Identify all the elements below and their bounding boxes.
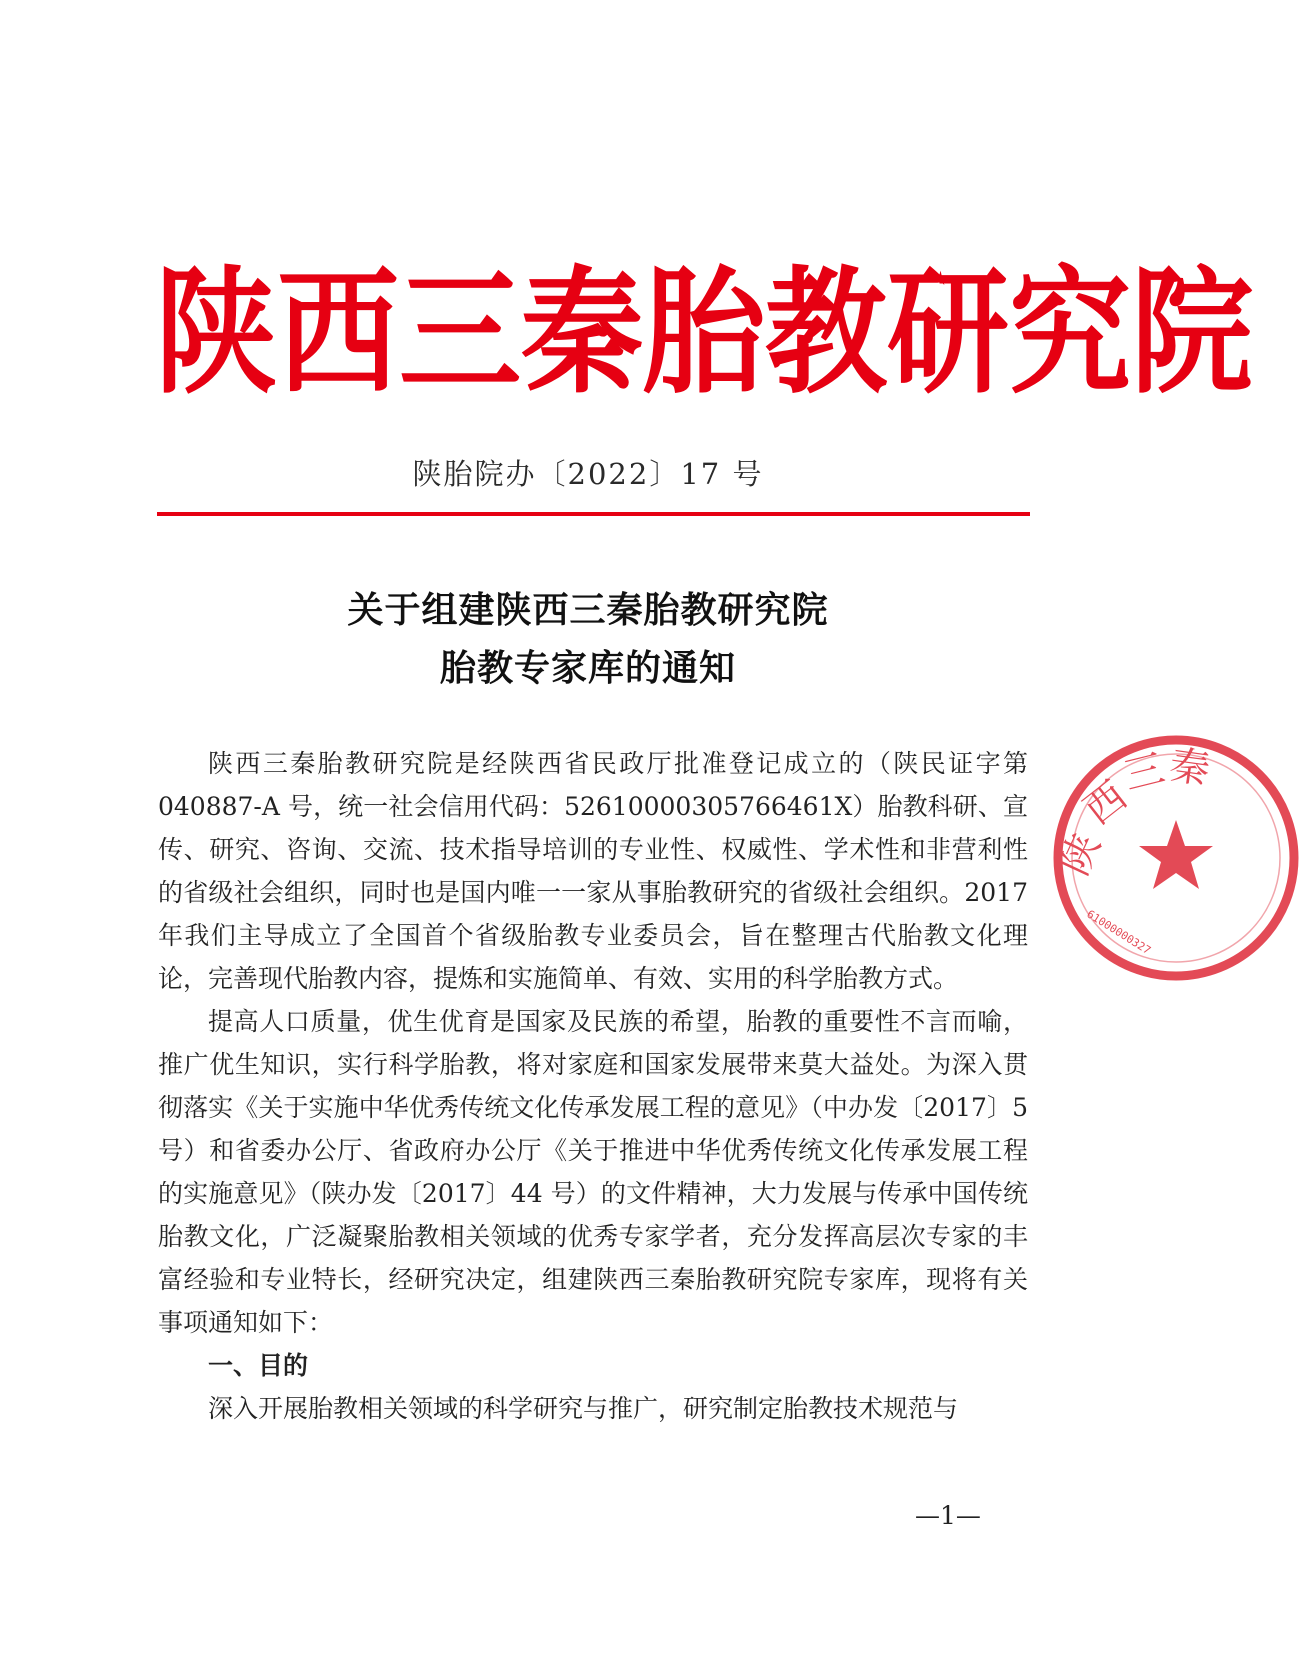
header-char: 三 <box>399 253 521 413</box>
header-char: 胎 <box>643 253 765 413</box>
seal-text-char: 西 <box>1075 773 1136 834</box>
header-char: 院 <box>1131 253 1253 413</box>
header-char: 究 <box>1009 253 1131 413</box>
document-title-line-1: 关于组建陕西三秦胎教研究院 <box>347 590 829 631</box>
seal-text-char: 陕 <box>1051 826 1110 883</box>
seal-star-icon <box>1139 820 1213 889</box>
document-title-line-2: 胎教专家库的通知 <box>439 648 736 689</box>
body-paragraph-3: 深入开展胎教相关领域的科学研究与推广，研究制定胎教技术规范与 <box>208 1394 959 1423</box>
header-char: 西 <box>277 253 399 413</box>
red-divider-line <box>157 512 1030 516</box>
body-paragraph-2: 提高人口质量，优生优育是国家及民族的希望，胎教的重要性不言而喻，推广优生知识，实行科学胎教，将对家庭和国家发展带来莫大益处。为深入贯彻落实《关于实施中华优秀传统文化传承发展工程的意见》（中办发〔2017〕5 号）和省委办公厅、省政府办公厅《关于推进中华优秀传统文化传承发展工程的实施意见》（陕办发〔2017〕44 号）的文件精神，大力发展与传承中国传统胎教文化，广泛凝聚胎教相关领域的优秀专家学者，充分发挥高层次专家的丰富经验和专业特长，经研究决定，组建陕西三秦胎教研究院专家库，现将有关事项通知如下： <box>158 1007 1028 1337</box>
header-char: 教 <box>765 253 887 413</box>
page-number: —1— <box>915 1501 981 1530</box>
header-char: 研 <box>887 253 1009 413</box>
document-number: 陕胎院办〔2022〕17 号 <box>412 457 764 491</box>
section-heading-purpose: 一、目的 <box>208 1351 309 1380</box>
header-char: 陕 <box>155 253 277 413</box>
document-body <box>158 742 1028 1430</box>
header-char: 秦 <box>521 253 643 413</box>
seal-text-char: 秦 <box>1166 742 1213 794</box>
seal-code-text: 61000000327 <box>1084 907 1154 958</box>
seal-text-char: 三 <box>1119 745 1170 800</box>
official-seal-stamp <box>1046 728 1306 988</box>
body-paragraph-1: 陕西三秦胎教研究院是经陕西省民政厅批准登记成立的（陕民证字第 040887-A 号，统一社会信用代码：52610000305766461X）胎教科研、宣传、研究、咨询、交流、技术指导培训的专业性、权威性、学术性和非营利性的省级社会组织，同时也是国内唯一一家从事胎教研究的省级社会组织。2017 年我们主导成立了全国首个省级胎教专业委员会，旨在整理古代胎教文化理论，完善现代胎教内容，提炼和实施简单、有效、实用的科学胎教方式。 <box>158 749 1028 993</box>
organization-header-title <box>155 253 1253 413</box>
